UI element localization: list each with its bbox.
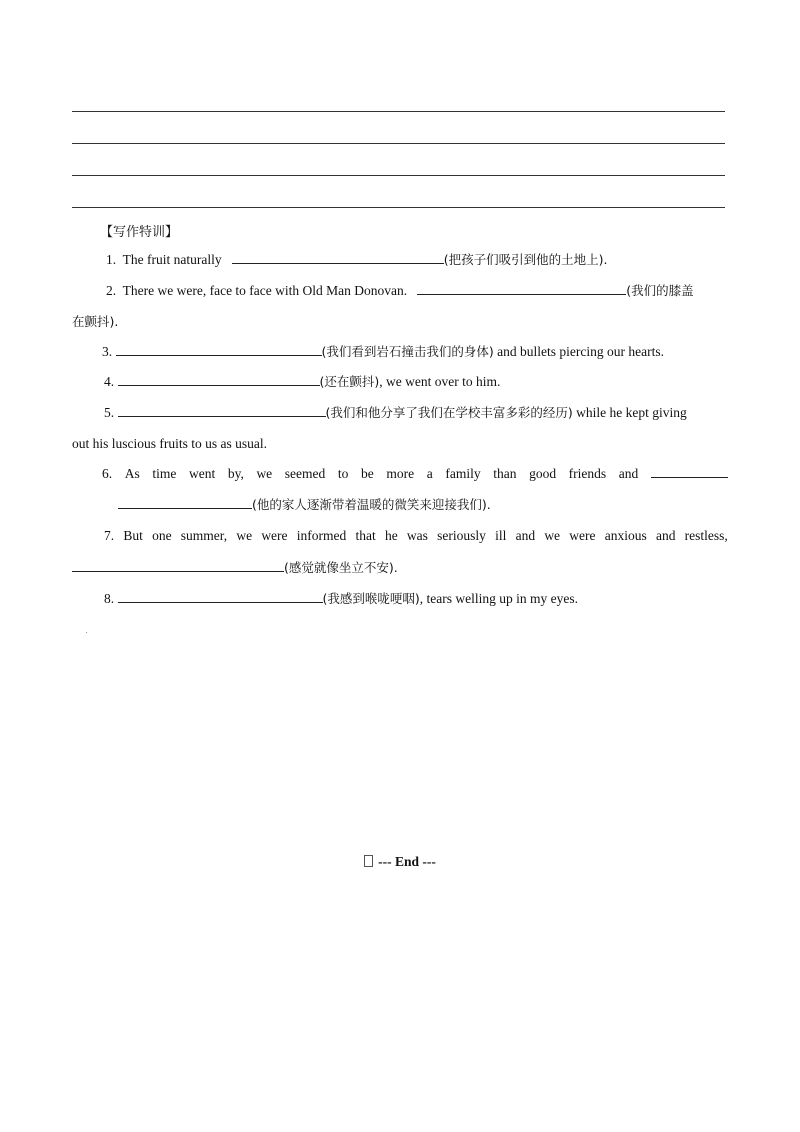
item-number: 3.	[102, 344, 113, 359]
chinese-prompt: (他的家人逐渐带着温暖的微笑来迎接我们).	[252, 497, 491, 512]
item-text: There we were, face to face with Old Man Donovan.	[122, 283, 408, 298]
item-word: ill	[495, 528, 507, 543]
answer-line[interactable]	[72, 143, 725, 144]
item-2	[106, 282, 694, 300]
item-2-continuation: 在颤抖).	[72, 314, 119, 329]
item-word: summer,	[180, 528, 228, 543]
fill-blank[interactable]	[232, 251, 444, 264]
item-word: restless,	[684, 528, 728, 543]
item-word: by,	[227, 466, 244, 481]
item-word: were	[569, 528, 596, 543]
item-word: were	[261, 528, 288, 543]
chinese-prompt: (我们的膝盖	[626, 283, 694, 298]
item-word: good	[529, 466, 557, 481]
item-word: more	[386, 466, 415, 481]
answer-line[interactable]	[72, 111, 725, 112]
item-word: family	[445, 466, 481, 481]
item-text: The fruit naturally	[122, 252, 222, 267]
item-word: we	[256, 466, 273, 481]
item-7-words	[104, 527, 728, 545]
chinese-prompt: (感觉就像坐立不安).	[284, 560, 398, 575]
answer-line[interactable]	[72, 175, 725, 176]
item-6	[102, 465, 728, 483]
item-number: 8.	[104, 591, 115, 606]
item-word: time	[152, 466, 177, 481]
answer-line[interactable]	[72, 207, 725, 208]
fill-blank[interactable]	[118, 496, 252, 509]
item-word: seemed	[284, 466, 326, 481]
item-word: went	[188, 466, 216, 481]
item-7-continuation	[72, 559, 398, 577]
item-word: to	[337, 466, 349, 481]
item-word: was	[406, 528, 428, 543]
item-word: he	[384, 528, 398, 543]
fill-blank[interactable]	[651, 465, 728, 478]
item-number: 4.	[104, 374, 115, 389]
item-word: one	[152, 528, 172, 543]
item-word: seriously	[437, 528, 486, 543]
item-word: anxious	[604, 528, 647, 543]
item-word: that	[355, 528, 376, 543]
fill-blank[interactable]	[417, 282, 626, 295]
item-number: 1.	[106, 252, 117, 267]
item-number: 7.	[104, 528, 115, 543]
item-word: As	[124, 466, 140, 481]
item-word: a	[426, 466, 433, 481]
item-word: than	[493, 466, 517, 481]
item-6-words	[102, 465, 728, 483]
end-text: --- End ---	[378, 854, 436, 869]
item-word: we	[236, 528, 253, 543]
item-word: and	[618, 466, 639, 481]
fill-blank[interactable]	[116, 343, 322, 356]
item-text: while he kept giving	[572, 405, 687, 420]
section-heading: 【写作特训】	[100, 225, 179, 240]
fill-blank[interactable]	[118, 373, 320, 386]
item-number: 2.	[106, 283, 117, 298]
missing-glyph-box-icon	[364, 855, 373, 867]
fill-blank[interactable]	[118, 404, 326, 417]
item-text: , tears welling up in my eyes.	[419, 591, 578, 606]
fill-blank[interactable]	[118, 590, 323, 603]
item-text: and bullets piercing our hearts.	[493, 344, 664, 359]
chinese-prompt: (我感到喉咙哽咽)	[322, 591, 420, 606]
stray-dot	[86, 632, 87, 633]
item-4	[104, 373, 500, 391]
item-word: we	[544, 528, 561, 543]
item-number: 5.	[104, 405, 115, 420]
item-6-continuation	[118, 496, 491, 514]
item-text: , we went over to him.	[379, 374, 501, 389]
item-word: and	[515, 528, 536, 543]
chinese-prompt: (我们看到岩石撞击我们的身体)	[321, 344, 494, 359]
item-word: be	[361, 466, 374, 481]
item-word: and	[655, 528, 676, 543]
item-5	[104, 404, 687, 422]
chinese-prompt: (把孩子们吸引到他的土地上).	[443, 252, 608, 267]
item-number: 6.	[102, 466, 113, 481]
chinese-prompt: (我们和他分享了我们在学校丰富多彩的经历)	[325, 405, 573, 420]
item-word: friends	[568, 466, 607, 481]
item-word: informed	[296, 528, 347, 543]
item-5-continuation: out his luscious fruits to us as usual.	[72, 436, 267, 451]
end-marker	[0, 854, 800, 870]
fill-blank[interactable]	[72, 559, 284, 572]
item-8	[104, 590, 578, 608]
chinese-prompt: (还在颤抖)	[319, 374, 380, 389]
item-word: But	[123, 528, 143, 543]
item-3	[102, 343, 664, 361]
item-1	[106, 251, 607, 269]
item-7	[104, 527, 728, 545]
